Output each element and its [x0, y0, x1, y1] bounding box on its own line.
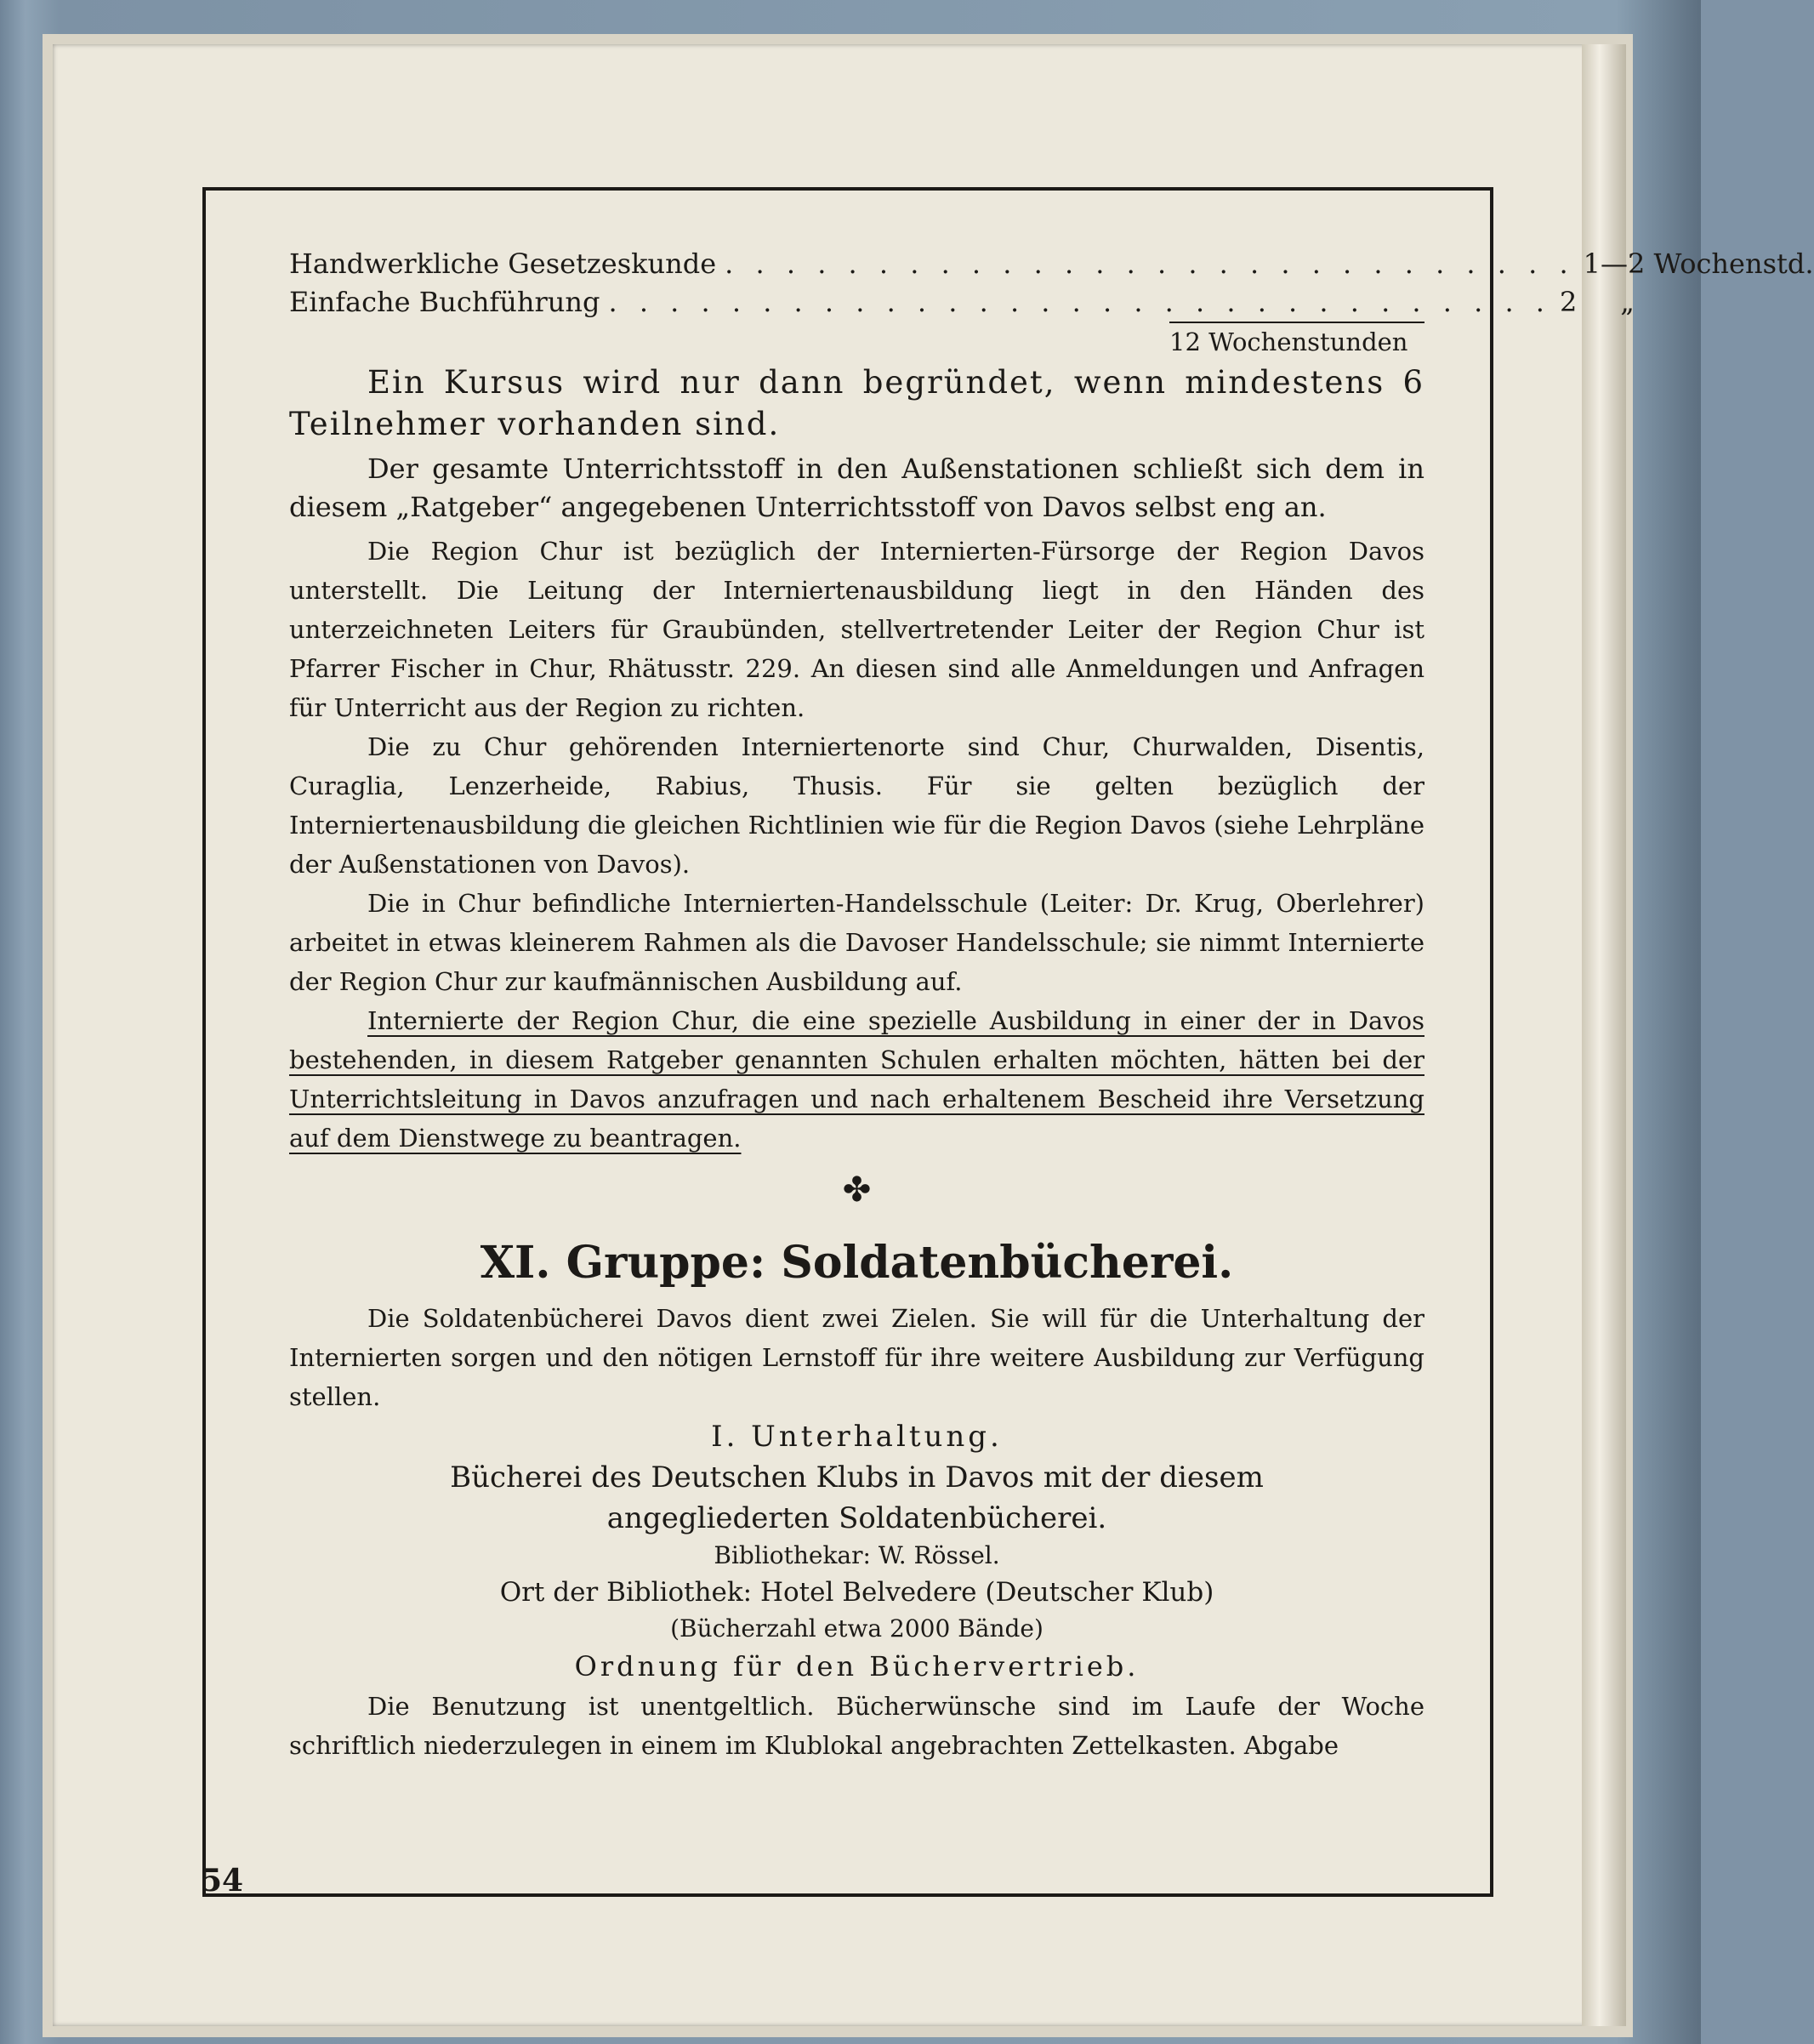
section-intro: Die Soldatenbücherei Davos dient zwei Zielen. Sie will für die Unterhaltung der Internierten sorgen und den nötigen Lernstoff für ihre weitere Ausbildung zur Verfügung stellen.: [289, 1304, 1424, 1411]
schedule-row-2: [289, 283, 1635, 322]
schedule-total: 12 Wochenstunden: [1169, 322, 1424, 362]
library-location: Ort der Bibliothek: Hotel Belvedere (Deutscher Klub): [499, 1577, 1214, 1608]
paragraph-commercial-school: Die in Chur befindliche Internierten-Handelsschule (Leiter: Dr. Krug, Oberlehrer) arbeitet in etwas kleinerem Rahmen als die Davoser Handelsschule; sie nimmt Internierte der Region Chur zur kaufmännischen Ausbildung auf.: [289, 889, 1424, 996]
schedule-label: Handwerkliche Gesetzeskunde: [289, 248, 717, 280]
leader-dots: . . . . . . . . . . . . . . . . . . . . . . . . . . . . . . .: [608, 286, 1551, 318]
page-content: [289, 245, 1814, 1765]
order-text: Die Benutzung ist unentgeltlich. Bücherwünsche sind im Laufe der Woche schriftlich niederzulegen in einem im Klublokal angebrachten Zettelkasten. Abgabe: [289, 1692, 1424, 1760]
leader-dots: . . . . . . . . . . . . . . . . . . . . . . . . . . . .: [725, 248, 1575, 280]
section-heading: XI. Gruppe: Soldatenbücherei.: [480, 1237, 1234, 1289]
page-number: 54: [201, 1863, 244, 1899]
librarian: Bibliothekar: W. Rössel.: [714, 1541, 1000, 1569]
page-gutter: [1582, 44, 1626, 2026]
book-count: (Bücherzahl etwa 2000 Bände): [670, 1614, 1043, 1643]
schedule-value: 2 „: [1559, 286, 1635, 318]
schedule-value: 1—2 Wochenstd.: [1583, 248, 1814, 280]
schedule-row-1: [289, 245, 1814, 283]
paragraph-internee-locations: Die zu Chur gehörenden Interniertenorte sind Chur, Churwalden, Disentis, Curaglia, Lenzerheide, Rabius, Thusis. Für sie gelten bezüglich der Interniertenausbildung die gleichen Richtlinien wie für die Region Davos (siehe Lehrpläne der Außenstationen von Davos).: [289, 732, 1424, 879]
paragraph-special-training: Internierte der Region Chur, die eine spezielle Ausbildung in einer der in Davos bestehenden, in diesem Ratgeber genannten Schulen erhalten möchten, hätten bei der Unterrichtsleitung in Davos anzufragen und nach erhaltenem Bescheid ihre Versetzung auf dem Dienstwege zu beantragen.: [289, 1006, 1424, 1153]
schedule-label: Einfache Buchführung: [289, 286, 600, 318]
subsection-heading: I. Unterhaltung.: [711, 1420, 1003, 1454]
schedule-total-row: [289, 322, 1424, 362]
paragraph-course-minimum: Ein Kursus wird nur dann begründet, wenn mindestens 6 Teilnehmer vorhanden sind.: [289, 364, 1424, 442]
order-heading: Ordnung für den Büchervertrieb.: [574, 1650, 1140, 1682]
paragraph-curriculum: Der gesamte Unterrichtsstoff in den Außenstationen schließt sich dem in diesem „Ratgeber“ angegebenen Unterrichtsstoff von Davos selbst eng an.: [289, 453, 1424, 523]
library-title: Bücherei des Deutschen Klubs in Davos mit der diesem angegliederten Soldatenbücherei.: [450, 1460, 1264, 1535]
paragraph-region-chur: Die Region Chur ist bezüglich der Internierten-Fürsorge der Region Davos unterstellt. Die Leitung der Interniertenausbildung liegt in den Händen des unterzeichneten Leiters für Graubünden, stellvertretender Leiter der Region Chur ist Pfarrer Fischer in Chur, Rhätusstr. 229. An diesen sind alle Anmeldungen und Anfragen für Unterricht aus der Region zu richten.: [289, 537, 1424, 722]
ornament-divider: ✤: [842, 1170, 872, 1210]
